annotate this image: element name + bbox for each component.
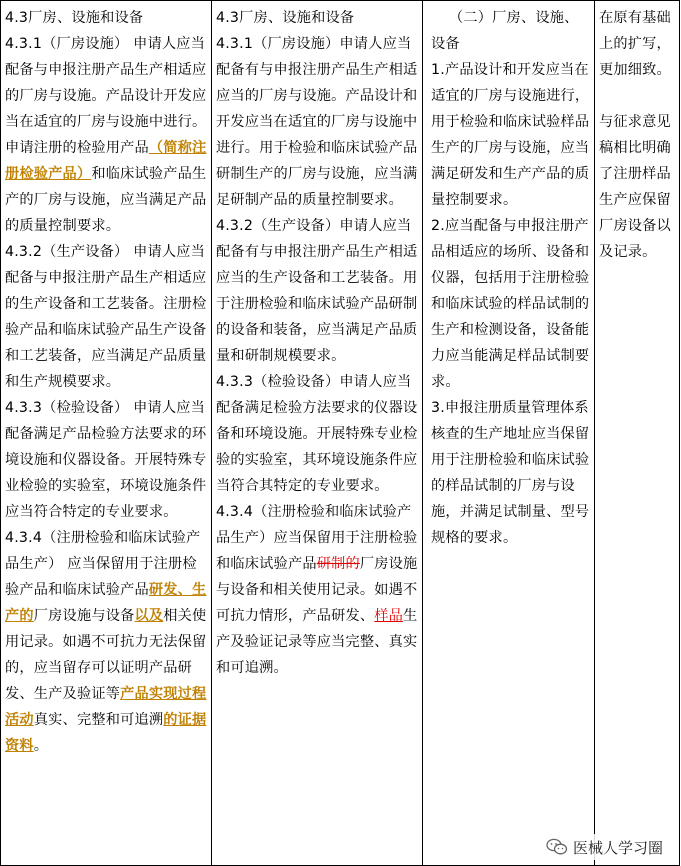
col3-item-2: 2.应当配备与申报注册产品相适应的场所、设备和仪器，包括用于注册检验和临床试验的样品试制的生产和检测设备，设备能力应当能满足样品试制要求。 [431,218,590,390]
col1-clause-4-3-4: 4.3.4（注册检验和临床试验产品生产） 应当保留用于注册检验产品和临床试验产品研发、生产的厂房设施与设备以及相关使用记录。如遇不可抗力无法保留的，应当留存可以证明产品研发、生产及验证等产品实现过程活动真实、完整和可追溯的证据资料。 [5,530,207,754]
col1-clause-4-3-2: 4.3.2（生产设备） 申请人应当配备与申报注册产品生产相适应的生产设备和工艺装备。注册检验产品和临床试验产品生产设备和工艺装备，应当满足产品质量和生产规模要求。 [5,244,207,390]
wechat-icon [546,838,568,856]
col1-clause-4-3-3: 4.3.3（检验设备） 申请人应当配备满足产品检验方法要求的环境设施和仪器设备。开展特殊专业检验的实验室，环境设施条件应当符合特定的专业要求。 [5,400,207,520]
watermark-text: 医械人学习圈 [572,838,663,857]
col4-note-2: 与征求意见稿相比明确了注册样品生产应保留厂房设备以及记录。 [599,114,671,260]
col1-highlight-evidence: 的证据资料 [5,712,207,754]
table-row [1,1,680,866]
col2-heading: 4.3厂房、设施和设备 [216,10,355,26]
col2-clause-4-3-4: 4.3.4（注册检验和临床试验产品生产）应当保留用于注册检验和临床试验产品研制的厂房设施与设备和相关使用记录。如遇不可抗力情形，产品研发、样品生产及验证记录等应当完整、真实和可追溯。 [216,504,418,676]
col1-clause-4-3-1: 4.3.1（厂房设施） 申请人应当配备与申报注册产品生产相适应的厂房与设施。产品设计开发应当在适宜的厂房与设施中进行。申请注册的检验用产品（简称注册检验产品）和临床试验产品生产的厂房与设施，应当满足产品的质量控制要求。 [5,36,207,234]
col2-clause-4-3-2: 4.3.2（生产设备）申请人应当配备有与申报注册产品生产相适应当的生产设备和工艺装备。用于注册检验和临床试验产品研制的设备和装备，应当满足产品质量和研制规模要求。 [216,218,418,364]
col1-highlight-process: 产品实现过程活动 [5,686,207,728]
col4-note-1: 在原有基础上的扩写，更加细致。 [599,10,671,78]
col2-clause-4-3-1: 4.3.1（厂房设施）申请人应当配备有与申报注册产品生产相适应当的厂房与设施。产品设计和开发应当在适宜的厂房与设施中进行。用于检验和临床试验产品研制生产的厂房与设施，应当满足研制产品的质量控制要求。 [216,36,418,208]
col2-clause-4-3-3: 4.3.3（检验设备）申请人应当配备满足检验方法要求的仪器设备和环境设施。开展特殊专业检验的实验室，其环境设施条件应当符合其特定的专业要求。 [216,374,418,494]
column-2-cell [212,1,423,866]
col3-heading: （二）厂房、设施、设备 [431,10,579,52]
col1-heading: 4.3厂房、设施和设备 [5,10,144,26]
col2-deleted-text: 研制的 [316,556,360,572]
col1-highlight-rd: 研发、生产的 [5,582,207,624]
column-1-cell [1,1,212,866]
col1-highlight-abbrev: （简称注册检验产品） [5,140,207,182]
watermark [542,834,667,860]
column-3-cell [423,1,595,866]
col1-highlight-and: 以及 [134,608,164,624]
col2-inserted-text: 样品 [374,608,404,624]
col3-item-1: 1.产品设计和开发应当在适宜的厂房与设施进行，用于检验和临床试验样品生产的厂房与设施，应当满足研发和生产产品的质量控制要求。 [431,62,590,208]
column-4-cell [595,1,680,866]
col3-item-3: 3.申报注册质量管理体系核查的生产地址应当保留用于注册检验和临床试验的样品试制的厂房与设施，并满足试制量、型号规格的要求。 [431,400,590,546]
